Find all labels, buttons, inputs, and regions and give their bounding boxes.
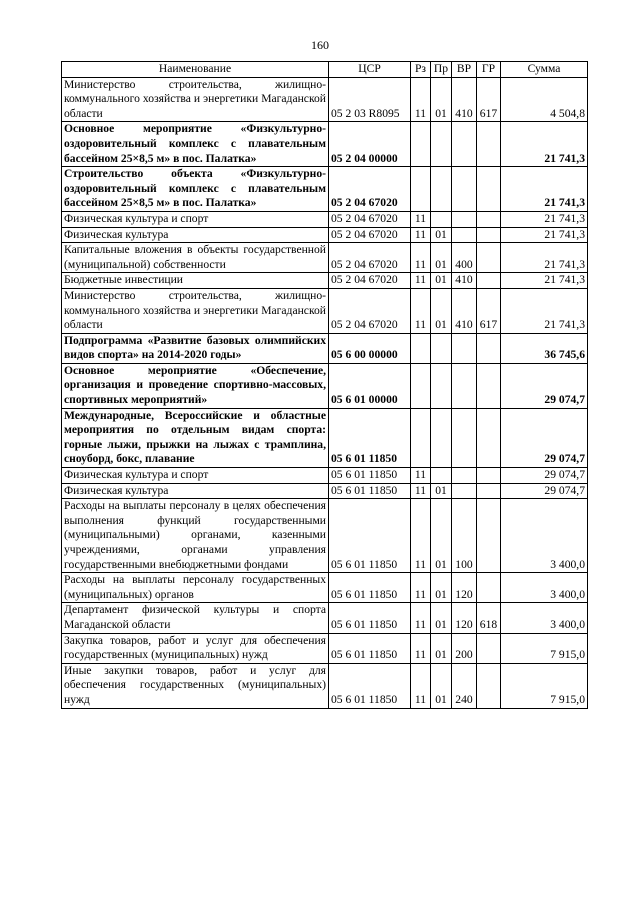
cell-gr (477, 483, 501, 499)
cell-gr (477, 333, 501, 363)
cell-vr: 240 (452, 663, 477, 708)
cell-pr (431, 408, 452, 467)
cell-name: Основное мероприятие «Физкультурно-оздоровительный комплекс с плавательным бассейном 25×8,5 м» в пос. Палатка» (62, 122, 329, 167)
cell-name: Строительство объекта «Физкультурно-оздоровительный комплекс с плавательным бассейном 25×8,5 м» в пос. Палатка» (62, 167, 329, 212)
cell-sum: 21 741,3 (501, 211, 588, 227)
header-csr: ЦСР (329, 62, 411, 78)
cell-gr (477, 167, 501, 212)
cell-name: Министерство строительства, жилищно-коммунального хозяйства и энергетики Магаданской области (62, 77, 329, 122)
cell-name: Расходы на выплаты персоналу государственных (муниципальных) органов (62, 573, 329, 603)
cell-sum: 29 074,7 (501, 483, 588, 499)
cell-rz: 11 (411, 663, 431, 708)
table-row (62, 122, 588, 167)
cell-name: Департамент физической культуры и спорта Магаданской области (62, 603, 329, 633)
cell-vr (452, 408, 477, 467)
cell-gr (477, 573, 501, 603)
cell-pr: 01 (431, 77, 452, 122)
cell-rz (411, 122, 431, 167)
cell-rz (411, 408, 431, 467)
cell-vr (452, 363, 477, 408)
table-row (62, 499, 588, 573)
cell-csr: 05 6 00 00000 (329, 333, 411, 363)
cell-vr: 410 (452, 77, 477, 122)
cell-gr: 617 (477, 288, 501, 333)
cell-vr (452, 122, 477, 167)
cell-gr (477, 243, 501, 273)
cell-gr (477, 122, 501, 167)
cell-rz: 11 (411, 211, 431, 227)
cell-sum: 36 745,6 (501, 333, 588, 363)
cell-pr: 01 (431, 499, 452, 573)
cell-vr (452, 167, 477, 212)
table-row (62, 468, 588, 484)
table-row (62, 603, 588, 633)
cell-sum: 3 400,0 (501, 603, 588, 633)
cell-pr (431, 363, 452, 408)
cell-pr: 01 (431, 288, 452, 333)
cell-sum: 21 741,3 (501, 288, 588, 333)
cell-csr: 05 2 04 67020 (329, 167, 411, 212)
cell-sum: 29 074,7 (501, 408, 588, 467)
cell-gr: 617 (477, 77, 501, 122)
cell-rz: 11 (411, 77, 431, 122)
cell-csr: 05 2 04 67020 (329, 211, 411, 227)
table-row (62, 77, 588, 122)
cell-csr: 05 6 01 11850 (329, 408, 411, 467)
cell-pr: 01 (431, 633, 452, 663)
cell-pr: 01 (431, 663, 452, 708)
header-pr: Пр (431, 62, 452, 78)
budget-table (61, 61, 588, 709)
cell-csr: 05 2 03 R8095 (329, 77, 411, 122)
cell-name: Физическая культура (62, 227, 329, 243)
cell-name: Иные закупки товаров, работ и услуг для обеспечения государственных (муниципальных) нужд (62, 663, 329, 708)
cell-sum: 7 915,0 (501, 633, 588, 663)
cell-sum: 4 504,8 (501, 77, 588, 122)
cell-vr (452, 333, 477, 363)
cell-vr: 120 (452, 603, 477, 633)
cell-name: Закупка товаров, работ и услуг для обеспечения государственных (муниципальных) нужд (62, 633, 329, 663)
cell-rz: 11 (411, 633, 431, 663)
cell-gr: 618 (477, 603, 501, 633)
cell-csr: 05 2 04 67020 (329, 227, 411, 243)
cell-pr: 01 (431, 273, 452, 289)
table-body (62, 77, 588, 708)
header-rz: Рз (411, 62, 431, 78)
cell-gr (477, 227, 501, 243)
cell-name: Министерство строительства, жилищно-коммунального хозяйства и энергетики Магаданской области (62, 288, 329, 333)
table-row (62, 288, 588, 333)
table-row (62, 273, 588, 289)
page-number: 160 (311, 38, 329, 52)
cell-pr: 01 (431, 483, 452, 499)
table-row (62, 573, 588, 603)
cell-gr (477, 663, 501, 708)
cell-csr: 05 2 04 67020 (329, 273, 411, 289)
cell-sum: 21 741,3 (501, 167, 588, 212)
cell-name: Основное мероприятие «Обеспечение, организация и проведение спортивно-массовых, спортивных мероприятий» (62, 363, 329, 408)
cell-csr: 05 6 01 11850 (329, 603, 411, 633)
cell-sum: 29 074,7 (501, 468, 588, 484)
cell-vr: 120 (452, 573, 477, 603)
cell-rz: 11 (411, 483, 431, 499)
cell-csr: 05 6 01 11850 (329, 663, 411, 708)
table-row (62, 333, 588, 363)
cell-name: Международные, Всероссийские и областные мероприятия по отдельным видам спорта: горные лыжи, прыжки на лыжах с трамплина, сноуборд, бокс, плавание (62, 408, 329, 467)
cell-vr: 410 (452, 288, 477, 333)
cell-csr: 05 2 04 67020 (329, 288, 411, 333)
cell-name: Расходы на выплаты персоналу в целях обеспечения выполнения функций государственными (муниципальными) органами, казенными учреждениями, органами управления государственными внебюджетными фондами (62, 499, 329, 573)
cell-name: Бюджетные инвестиции (62, 273, 329, 289)
table-row (62, 167, 588, 212)
cell-sum: 3 400,0 (501, 499, 588, 573)
cell-name: Физическая культура и спорт (62, 211, 329, 227)
cell-sum: 21 741,3 (501, 227, 588, 243)
cell-csr: 05 6 01 11850 (329, 499, 411, 573)
cell-gr (477, 499, 501, 573)
cell-pr (431, 333, 452, 363)
cell-name: Физическая культура и спорт (62, 468, 329, 484)
table-row (62, 633, 588, 663)
table-row (62, 663, 588, 708)
cell-vr: 400 (452, 243, 477, 273)
cell-sum: 21 741,3 (501, 243, 588, 273)
cell-vr (452, 468, 477, 484)
cell-gr (477, 363, 501, 408)
cell-pr: 01 (431, 243, 452, 273)
cell-csr: 05 2 04 67020 (329, 243, 411, 273)
cell-rz (411, 333, 431, 363)
cell-rz: 11 (411, 243, 431, 273)
cell-csr: 05 6 01 11850 (329, 468, 411, 484)
table-row (62, 363, 588, 408)
table-row (62, 211, 588, 227)
cell-rz: 11 (411, 273, 431, 289)
cell-csr: 05 6 01 11850 (329, 633, 411, 663)
cell-csr: 05 6 01 11850 (329, 483, 411, 499)
cell-name: Физическая культура (62, 483, 329, 499)
cell-name: Подпрограмма «Развитие базовых олимпийских видов спорта» на 2014-2020 годы» (62, 333, 329, 363)
table-row (62, 483, 588, 499)
cell-vr: 410 (452, 273, 477, 289)
cell-sum: 21 741,3 (501, 122, 588, 167)
cell-rz: 11 (411, 573, 431, 603)
cell-vr: 200 (452, 633, 477, 663)
cell-csr: 05 2 04 00000 (329, 122, 411, 167)
cell-pr: 01 (431, 603, 452, 633)
cell-gr (477, 633, 501, 663)
cell-sum: 21 741,3 (501, 273, 588, 289)
cell-pr (431, 122, 452, 167)
cell-pr: 01 (431, 227, 452, 243)
cell-csr: 05 6 01 11850 (329, 573, 411, 603)
table-row (62, 243, 588, 273)
cell-vr (452, 211, 477, 227)
cell-gr (477, 211, 501, 227)
cell-rz (411, 167, 431, 212)
cell-pr (431, 211, 452, 227)
header-name: Наименование (62, 62, 329, 78)
cell-sum: 3 400,0 (501, 573, 588, 603)
cell-name: Капитальные вложения в объекты государственной (муниципальной) собственности (62, 243, 329, 273)
table-row (62, 408, 588, 467)
cell-sum: 29 074,7 (501, 363, 588, 408)
cell-rz (411, 363, 431, 408)
header-vr: ВР (452, 62, 477, 78)
header-gr: ГР (477, 62, 501, 78)
cell-rz: 11 (411, 227, 431, 243)
cell-vr (452, 227, 477, 243)
cell-rz: 11 (411, 499, 431, 573)
cell-pr (431, 468, 452, 484)
cell-pr (431, 167, 452, 212)
cell-rz: 11 (411, 288, 431, 333)
cell-sum: 7 915,0 (501, 663, 588, 708)
cell-rz: 11 (411, 603, 431, 633)
cell-csr: 05 6 01 00000 (329, 363, 411, 408)
header-sum: Сумма (501, 62, 588, 78)
cell-pr: 01 (431, 573, 452, 603)
cell-gr (477, 468, 501, 484)
cell-gr (477, 408, 501, 467)
cell-vr: 100 (452, 499, 477, 573)
table-header-row (62, 62, 588, 78)
cell-rz: 11 (411, 468, 431, 484)
cell-vr (452, 483, 477, 499)
table-row (62, 227, 588, 243)
cell-gr (477, 273, 501, 289)
